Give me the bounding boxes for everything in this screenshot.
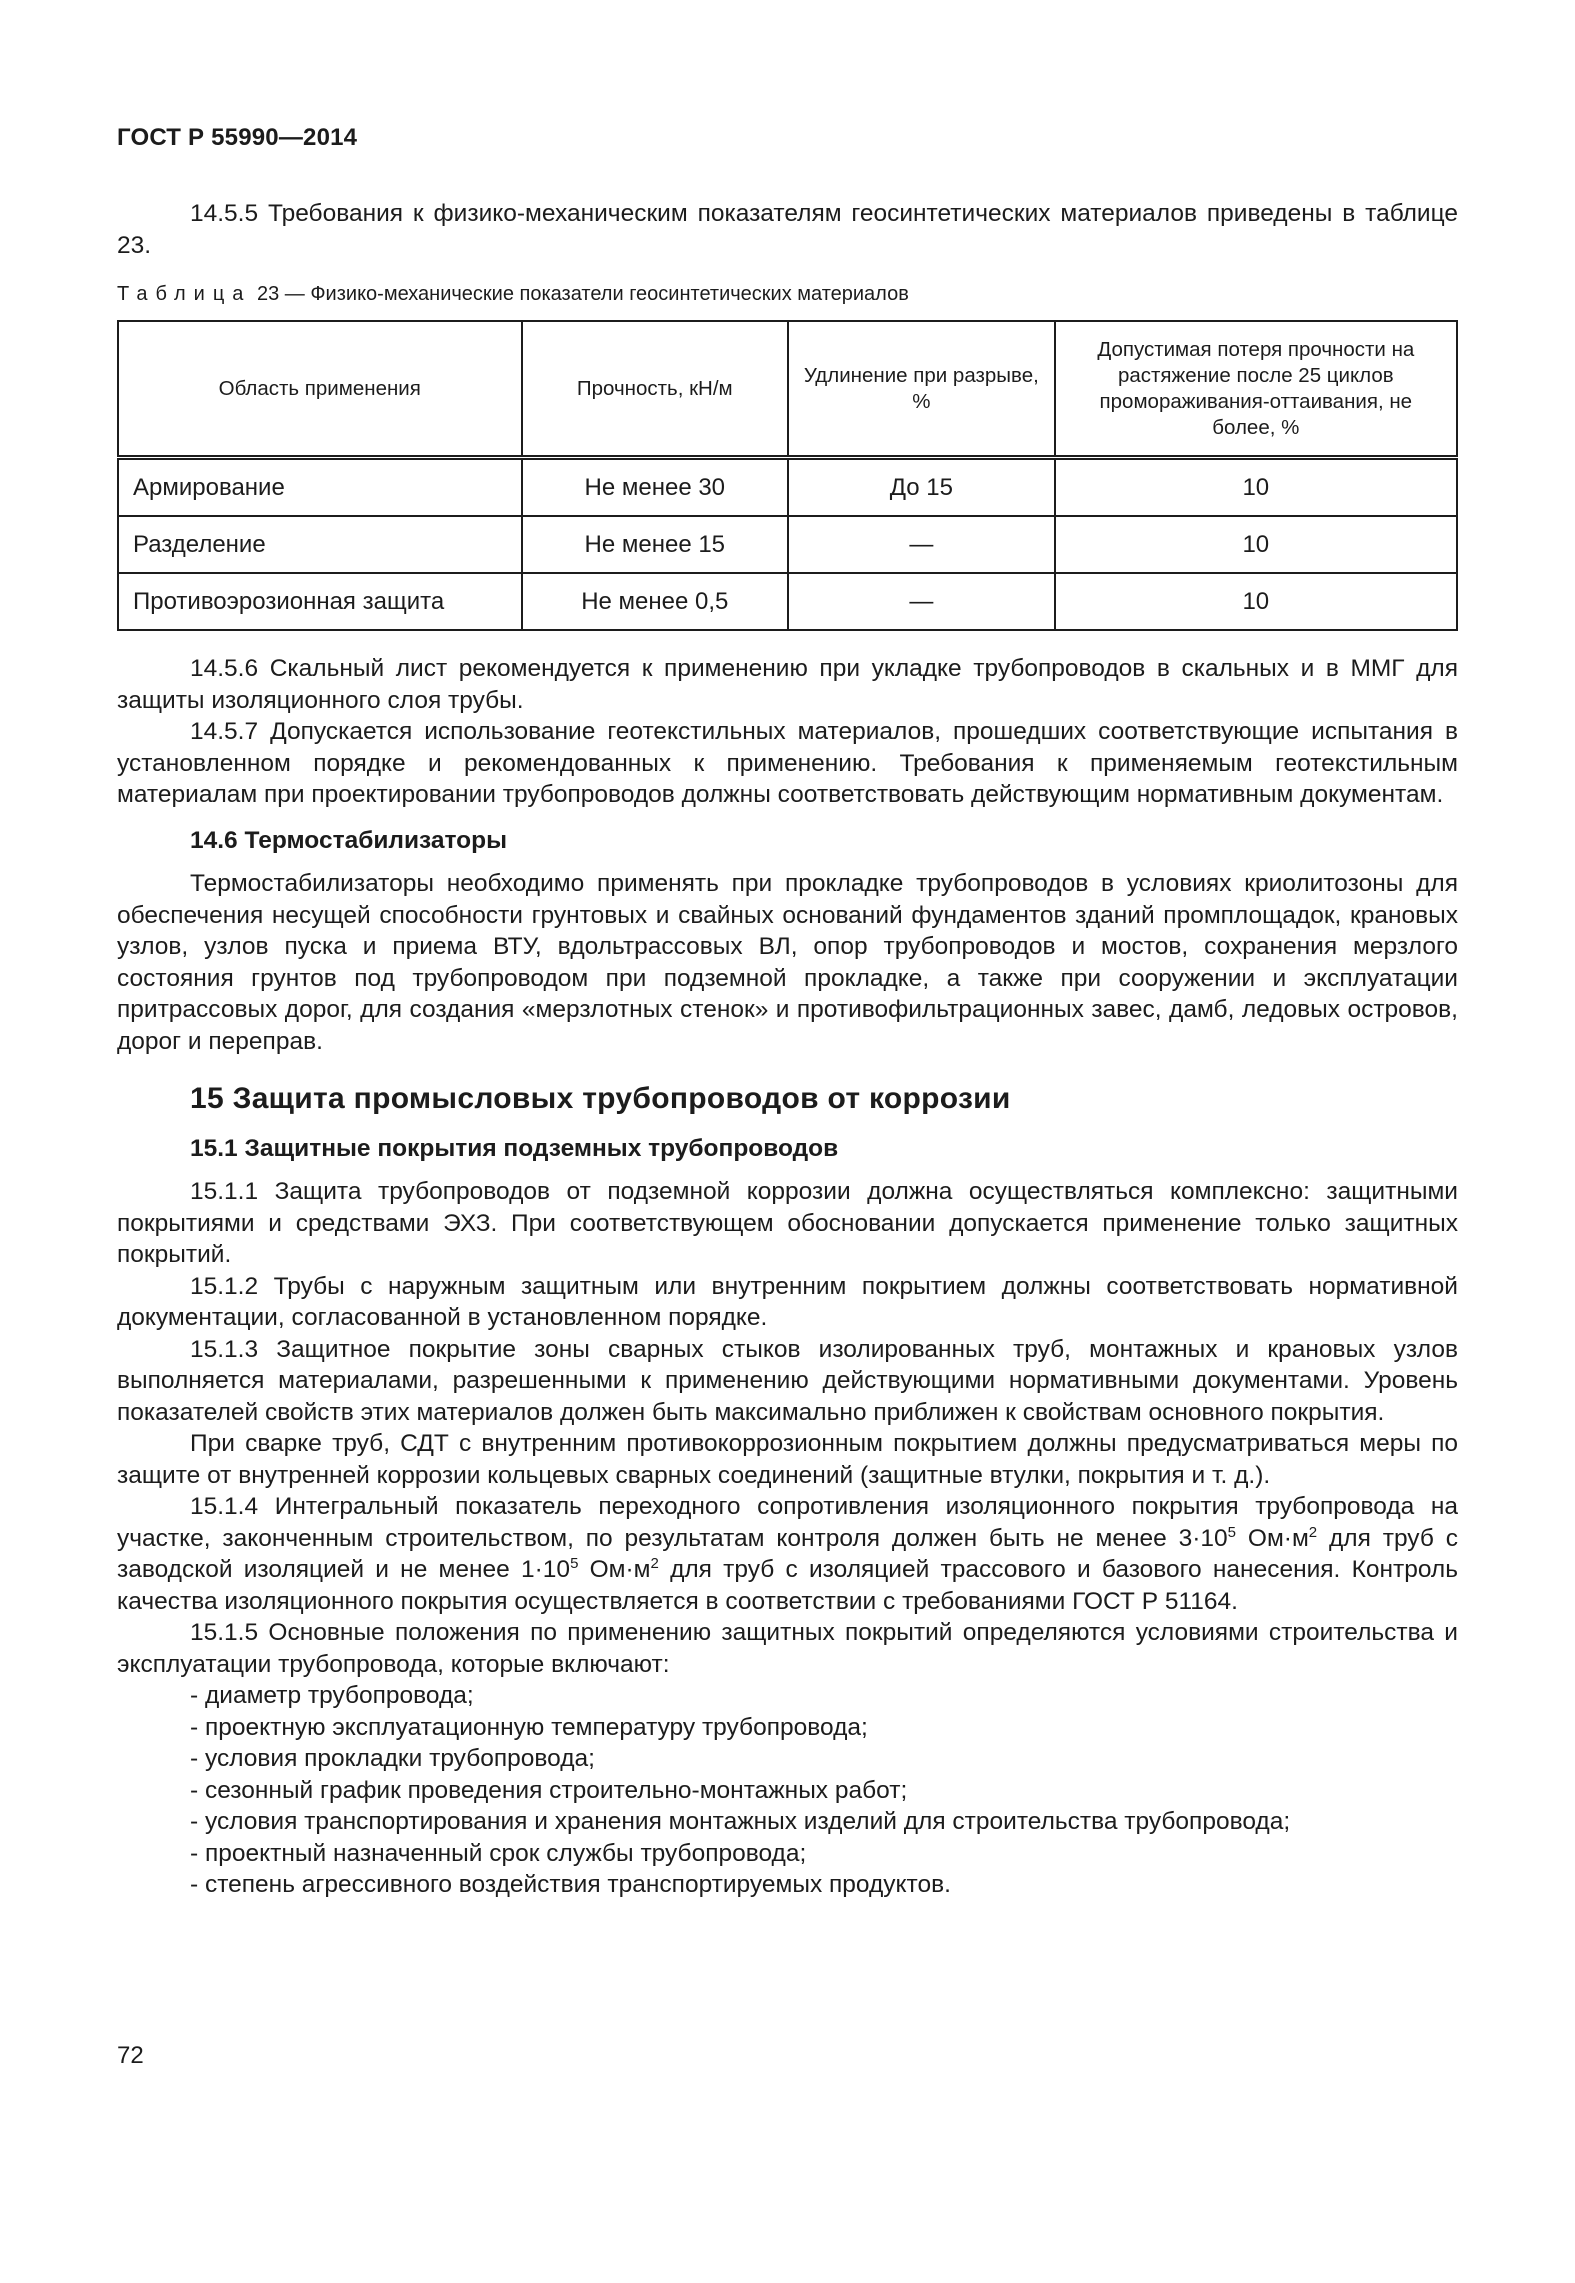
paragraph-15-1-5: 15.1.5 Основные положения по применению защитных покрытий определяются условиями строительства и эксплуатации трубопровода, которые включают: — [117, 1619, 1458, 1678]
page-number: 72 — [117, 2042, 144, 2069]
table-cell: — — [788, 516, 1055, 573]
exponent: 5 — [1227, 1523, 1237, 1541]
table-row — [118, 516, 1457, 573]
table-cell: Армирование — [118, 458, 522, 517]
header-strength: Прочность, кН/м — [522, 321, 789, 458]
list-item: - сезонный график проведения строительно-монтажных работ; — [190, 1776, 908, 1804]
list-item: - степень агрессивного воздействия транспортируемых продуктов. — [190, 1871, 951, 1898]
table-caption — [117, 280, 1458, 308]
paragraph-weld-protection: При сварке труб, СДТ с внутренним противокоррозионным покрытием должны предусматриваться меры по защите от внутренней коррозии кольцевых сварных соединений (защитные втулки, покрытия и т. д.). — [117, 1430, 1458, 1489]
paragraph-14-5-6: 14.5.6 Скальный лист рекомендуется к применению при укладке трубопроводов в скальных и в ММГ для защиты изоляционного слоя трубы. — [117, 655, 1458, 714]
table-cell: 10 — [1055, 573, 1457, 630]
heading-15-1: 15.1 Защитные покрытия подземных трубопроводов — [190, 1134, 839, 1162]
header-application-area: Область применения — [118, 321, 522, 458]
properties-table — [117, 320, 1458, 631]
table-caption-title: 23 — Физико-механические показатели геосинтетических материалов — [256, 283, 909, 305]
table-row — [118, 573, 1457, 630]
table-cell: — — [788, 573, 1055, 630]
paragraph-15-1-4 — [117, 1491, 1458, 1617]
p-15-1-4-text-c: для труб с заводской изоляцией и не менее 1·10 — [117, 1524, 1458, 1583]
table-row — [118, 458, 1457, 517]
list-item: - проектный назначенный срок службы трубопровода; — [190, 1839, 807, 1867]
paragraph-15-1-1: 15.1.1 Защита трубопроводов от подземной коррозии должна осуществляться комплексно: защитными покрытиями и средствами ЭХЗ. При соответствующем обосновании допускается применение только защитных покрытий. — [117, 1178, 1458, 1268]
p-15-1-4-text-b: Ом·м — [1236, 1524, 1309, 1552]
table-cell: Не менее 15 — [522, 516, 789, 573]
header-elongation: Удлинение при разрыве, % — [788, 321, 1055, 458]
page-content — [117, 198, 1458, 1901]
table-cell: 10 — [1055, 516, 1457, 573]
list-item: - условия транспортирования и хранения монтажных изделий для строительства трубопровода; — [190, 1808, 1291, 1835]
table-cell: Разделение — [118, 516, 522, 573]
standard-header: ГОСТ Р 55990—2014 — [117, 124, 358, 151]
paragraph-15-1-3: 15.1.3 Защитное покрытие зоны сварных стыков изолированных труб, монтажных и крановых узлов выполняется материалами, разрешенными к применению действующими нормативными документами. Уровень показателей свойств этих материалов должен быть максимально приближен к свойствам основного покрытия. — [117, 1335, 1458, 1426]
exponent: 2 — [1308, 1523, 1318, 1541]
table-cell: Не менее 30 — [522, 458, 789, 517]
list-item: - диаметр трубопровода; — [190, 1682, 474, 1709]
heading-14-6: 14.6 Термостабилизаторы — [190, 826, 508, 854]
table-cell: До 15 — [788, 458, 1055, 517]
table-cell: Противоэрозионная защита — [118, 573, 522, 630]
paragraph-14-5-5: 14.5.5 Требования к физико-механическим показателям геосинтетических материалов приведены в таблице 23. — [117, 200, 1458, 259]
exponent: 2 — [650, 1555, 659, 1572]
header-strength-loss: Допустимая потеря прочности на растяжение после 25 циклов промораживания-оттаивания, не более, % — [1055, 321, 1457, 458]
table-cell: Не менее 0,5 — [522, 573, 789, 630]
table-caption-word: Таблица — [117, 283, 252, 305]
table-header-row — [118, 321, 1457, 458]
heading-section-15: 15 Защита промысловых трубопроводов от коррозии — [190, 1082, 1011, 1115]
paragraph-14-5-7: 14.5.7 Допускается использование геотекстильных материалов, прошедших соответствующие испытания в установленном порядке и рекомендованных к применению. Требования к применяемым геотекстильным материалам при проектировании трубопроводов должны соответствовать действующим нормативным документам. — [117, 718, 1458, 808]
p-15-1-4-text-e: для труб с изоляцией трассового и базового нанесения. Контроль качества изоляционного покрытия осуществляется в соответствии с требованиями ГОСТ Р 51164. — [117, 1556, 1458, 1615]
table-cell: 10 — [1055, 458, 1457, 517]
list-item: - проектную эксплуатационную температуру трубопровода; — [190, 1713, 868, 1741]
conditions-list — [117, 1680, 1458, 1901]
p-15-1-4-text-d: Ом·м — [578, 1556, 651, 1583]
p-15-1-4-text-a: 15.1.4 Интегральный показатель переходного сопротивления изоляционного покрытия трубопровода на участке, законченным строительством, по результатам контроля должен быть не менее 3·10 — [117, 1493, 1458, 1552]
exponent: 5 — [570, 1555, 579, 1572]
list-item: - условия прокладки трубопровода; — [190, 1745, 595, 1772]
paragraph-14-6: Термостабилизаторы необходимо применять при прокладке трубопроводов в условиях криолитозоны для обеспечения несущей способности грунтовых и свайных оснований фундаментов зданий промплощадок, крановых узлов, узлов пуска и приема ВТУ, вдольтрассовых ВЛ, опор трубопроводов и мостов, сохранения мерзлого состояния грунтов под трубопроводом при подземной прокладке, а также при сооружении и эксплуатации притрассовых дорог, для создания «мерзлотных стенок» и противофильтрационных завес, дамб, ледовых островов, дорог и переправ. — [117, 870, 1458, 1055]
paragraph-15-1-2: 15.1.2 Трубы с наружным защитным или внутренним покрытием должны соответствовать нормативной документации, согласованной в установленном порядке. — [117, 1272, 1458, 1331]
